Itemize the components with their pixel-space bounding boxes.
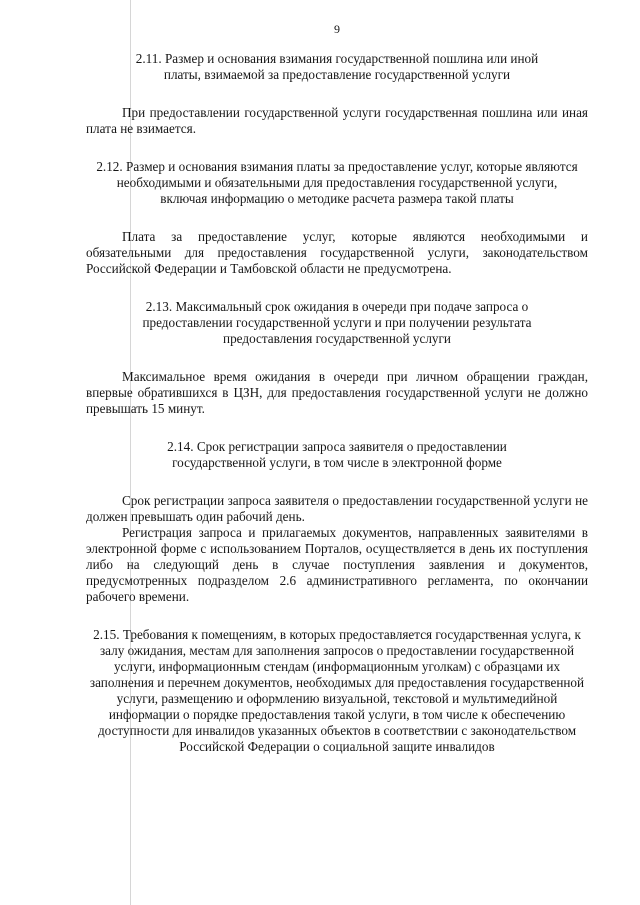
section-heading: 2.11. Размер и основания взимания государственной пошлина или иной платы, взимаемой за предоставление государственной услуги [135,51,539,82]
section-2-13 [86,299,588,417]
section-paragraph: При предоставлении государственной услуги государственная пошлина или иная плата не взимается. [86,105,588,136]
section-paragraph: Регистрация запроса и прилагаемых документов, направленных заявителями в электронной форме с использованием Порталов, осуществляется в день их поступления либо на следующий день в случае поступления заявления и документов, предусмотренных подразделом 2.6 административного регламента, по окончании рабочего времени. [86,525,588,604]
section-2-15 [86,627,588,755]
document-page [86,22,588,755]
section-heading: 2.15. Требования к помещениям, в которых предоставляется государственная услуга, к залу ожидания, местам для заполнения запросов о предоставлении государственной услуги, информационным стендам (информационным уголкам) с образцами их заполнения и перечнем документов, необходимых для предоставления государственной услуги, размещению и оформлению визуальной, текстовой и мультимедийной информации о порядке предоставления такой услуги, в том числе к обеспечению доступности для инвалидов указанных объектов в соответствии с законодательством Российской Федерации о социальной защите инвалидов [89,627,585,754]
section-paragraph: Плата за предоставление услуг, которые являются необходимыми и обязательными для предоставления государственной услуги, законодательством Российской Федерации и Тамбовской области не предусмотрена. [86,229,588,276]
section-2-14 [86,439,588,605]
section-heading: 2.13. Максимальный срок ожидания в очереди при подаче запроса о предоставлении государственной услуги и при получении результата предоставления государственной услуги [142,299,532,346]
section-paragraph: Срок регистрации запроса заявителя о предоставлении государственной услуги не должен превышать один рабочий день. [86,493,588,524]
page-number: 9 [334,22,340,36]
section-paragraph: Максимальное время ожидания в очереди при личном обращении граждан, впервые обратившихся в ЦЗН, для предоставления государственной услуги не должно превышать 15 минут. [86,369,588,416]
section-heading: 2.12. Размер и основания взимания платы за предоставление услуг, которые являются необходимыми и обязательными для предоставления государственной услуги, включая информацию о методике расчета размера такой платы [96,159,578,206]
section-2-12 [86,159,588,277]
section-2-11 [86,51,588,137]
section-heading: 2.14. Срок регистрации запроса заявителя о предоставлении государственной услуги, в том числе в электронной форме [167,439,507,470]
